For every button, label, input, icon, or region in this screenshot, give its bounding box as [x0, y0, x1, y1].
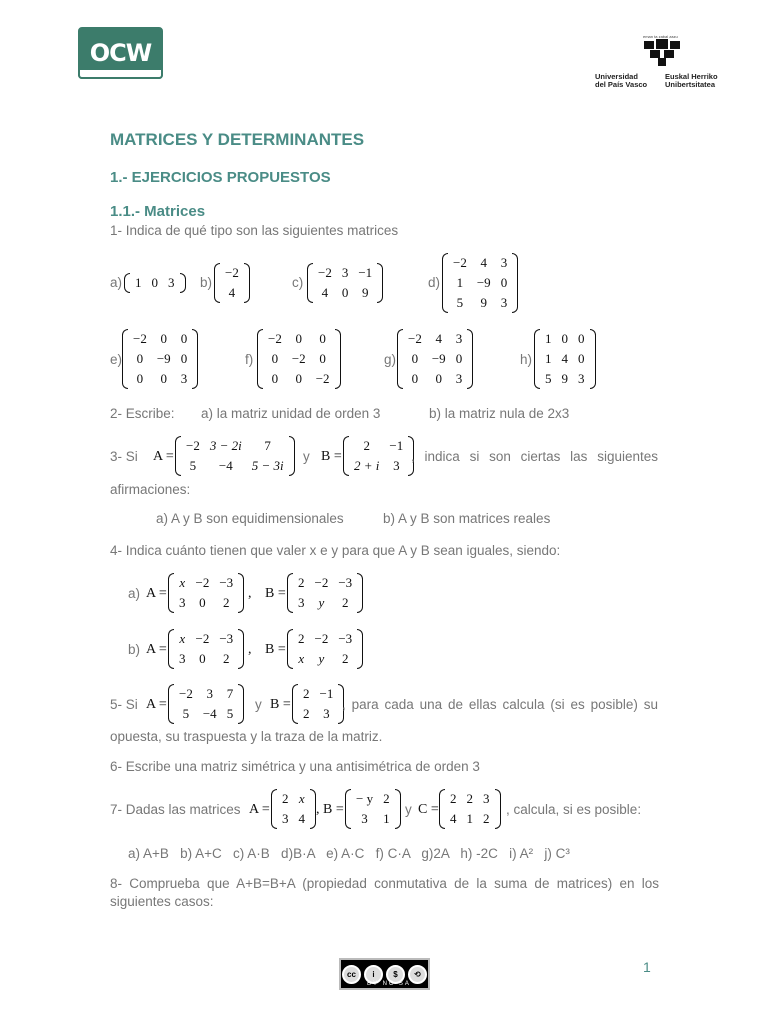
- ex4b-matrix-B: [287, 629, 363, 673]
- ex7-matrix-C: [439, 789, 501, 833]
- ex4a-matrix-A: [168, 573, 244, 617]
- matrix-brackets: [168, 629, 244, 669]
- exercise-7-rest: , calcula, si es posible:: [506, 802, 642, 817]
- ex1-label-c: c): [292, 275, 304, 290]
- matrix-cell: 1: [383, 811, 390, 826]
- matrix-cell: 1: [456, 275, 464, 290]
- matrix-cell: x: [179, 631, 186, 646]
- exercise-5-line2: opuesta, su traspuesta y la traza de la matriz.: [110, 729, 383, 744]
- ex4b-comma: ,: [248, 642, 252, 657]
- matrix-brackets: [124, 273, 186, 293]
- matrix-cell: −2: [195, 575, 210, 590]
- matrix-cell: 0: [136, 371, 144, 386]
- matrix-cell: 0: [435, 371, 443, 386]
- university-seal-icon: [640, 35, 684, 67]
- ex1-matrix-b: [214, 263, 250, 307]
- exercise-7-intro: 7- Dadas las matrices: [110, 802, 241, 817]
- matrix-cell: 0: [411, 351, 419, 366]
- ex1-matrix-c: [307, 263, 383, 307]
- university-motto: eman ta zabal zazu: [643, 34, 678, 39]
- matrix-brackets: [534, 329, 596, 389]
- ex3-B-label: B =: [321, 449, 342, 464]
- matrix-cell: −3: [338, 575, 353, 590]
- matrix-cell: 2: [303, 686, 310, 701]
- ex1-label-g: g): [384, 352, 397, 367]
- matrix-cell: 0: [578, 331, 585, 346]
- matrix-cell: 3: [179, 595, 186, 610]
- university-logo: [595, 33, 730, 91]
- exercise-1-text: 1- Indica de qué tipo son las siguientes matrices: [110, 223, 399, 238]
- exercise-3-intro: 3- Si: [110, 449, 138, 464]
- matrix-cell: 0: [455, 351, 463, 366]
- ex4-label-b: b): [128, 642, 141, 657]
- matrix-cell: −2: [186, 438, 200, 453]
- matrix-cell: −2: [133, 331, 147, 346]
- matrix-cell: 3: [483, 791, 490, 806]
- ex1-matrix-f: [257, 329, 341, 393]
- matrix-brackets: [439, 789, 501, 829]
- matrix-cell: x: [298, 651, 305, 666]
- matrix-cell: 0: [271, 351, 279, 366]
- section-heading: 1.- EJERCICIOS PROPUESTOS: [110, 169, 331, 186]
- matrix-cell: 0: [341, 285, 349, 300]
- page-title: MATRICES Y DETERMINANTES: [110, 130, 365, 149]
- matrix-cell: 0: [199, 651, 206, 666]
- matrix-cell: 7: [226, 686, 234, 701]
- matrix-cell: − y: [356, 791, 374, 806]
- exercise-6-text: 6- Escribe una matriz simétrica y una antisimétrica de orden 3: [110, 759, 480, 774]
- matrix-cell: 2: [466, 791, 473, 806]
- exercise-3-a: a) A y B son equidimensionales: [156, 511, 344, 526]
- exercise-2-b: b) la matriz nula de 2x3: [429, 406, 570, 421]
- by-icon: i: [364, 965, 383, 984]
- matrix-cell: 1: [135, 275, 142, 290]
- matrix-cell: −2: [315, 371, 330, 386]
- ex1-matrix-h: [534, 329, 596, 393]
- matrix-cell: 1: [545, 331, 552, 346]
- exercise-3-rest: , indica si son ciertas las siguientes: [411, 449, 658, 464]
- matrix-cell: 4: [561, 351, 568, 366]
- matrix-cell: 0: [500, 275, 508, 290]
- ex4b-matrix-A: [168, 629, 244, 673]
- matrix-cell: 0: [578, 351, 585, 366]
- matrix-brackets: [175, 436, 295, 476]
- matrix-cell: −2: [314, 575, 329, 590]
- matrix-cell: −2: [314, 631, 329, 646]
- university-name-es: Universidad del País Vasco: [595, 72, 648, 89]
- sa-icon: ⟲: [408, 965, 427, 984]
- ex1-matrix-d: [442, 253, 518, 317]
- matrix-brackets: [343, 436, 414, 476]
- ex7-C-label: C =: [418, 802, 439, 817]
- matrix-cell: 4: [228, 285, 236, 300]
- matrix-cell: −2: [408, 331, 422, 346]
- exercise-3-b: b) A y B son matrices reales: [383, 511, 551, 526]
- exercise-5-rest: , para cada una de ellas calcula (si es posible) su: [342, 697, 658, 712]
- matrix-cell: −4: [218, 458, 233, 473]
- exercise-4-text: 4- Indica cuánto tienen que valer x e y para que A y B sean iguales, siendo:: [110, 543, 561, 558]
- matrix-cell: 0: [561, 331, 568, 346]
- ex1-label-a: a): [110, 275, 123, 290]
- subsection-heading: 1.1.- Matrices: [110, 203, 206, 220]
- matrix-cell: x: [179, 575, 186, 590]
- matrix-cell: 3: [341, 265, 349, 280]
- matrix-cell: −2: [195, 631, 210, 646]
- matrix-cell: −2: [268, 331, 282, 346]
- matrix-cell: 4: [321, 285, 329, 300]
- matrix-brackets: [345, 789, 401, 829]
- matrix-cell: 2 + i: [354, 458, 380, 473]
- matrix-cell: 3: [393, 458, 400, 473]
- matrix-cell: 3: [298, 595, 305, 610]
- matrix-cell: −9: [431, 351, 446, 366]
- matrix-cell: 0: [199, 595, 206, 610]
- ex3-A-label: A =: [153, 449, 174, 464]
- ex7-B-label: , B =: [316, 802, 344, 817]
- matrix-cell: 0: [136, 351, 144, 366]
- matrix-cell: 0: [180, 351, 188, 366]
- exercise-3-line2: afirmaciones:: [110, 482, 191, 497]
- ex5-y: y: [255, 697, 262, 712]
- ex7-matrix-A: [271, 789, 316, 833]
- matrix-cell: −2: [225, 265, 239, 280]
- matrix-cell: 0: [271, 371, 279, 386]
- matrix-cell: −2: [179, 686, 193, 701]
- matrix-cell: 0: [411, 371, 419, 386]
- university-name-eu: Euskal Herriko Unibertsitatea: [665, 72, 718, 89]
- matrix-cell: 0: [319, 351, 326, 366]
- matrix-cell: −9: [476, 275, 491, 290]
- matrix-cell: 5 − 3i: [251, 458, 284, 473]
- cc-icon: cc: [342, 965, 361, 984]
- license-text: BY NC SA: [367, 981, 411, 987]
- ex4a-comma: ,: [248, 586, 252, 601]
- matrix-cell: −1: [358, 265, 373, 280]
- exercise-5-intro: 5- Si: [110, 697, 138, 712]
- exercise-8-line2: siguientes casos:: [110, 894, 214, 909]
- matrix-cell: 2: [342, 651, 349, 666]
- ex5-matrix-A: [168, 684, 244, 728]
- ex1-label-b: b): [200, 275, 213, 290]
- matrix-cell: 5: [456, 295, 464, 310]
- ocw-logo: OCW: [78, 27, 163, 79]
- matrix-cell: 4: [480, 255, 488, 270]
- matrix-cell: 2: [303, 706, 310, 721]
- matrix-cell: 1: [466, 811, 473, 826]
- matrix-cell: 2: [298, 631, 305, 646]
- matrix-cell: 2: [483, 811, 490, 826]
- matrix-cell: 3: [455, 331, 463, 346]
- matrix-cell: 5: [226, 706, 234, 721]
- ex7-y: y: [405, 802, 412, 817]
- matrix-brackets: [307, 263, 383, 303]
- matrix-cell: −3: [219, 575, 234, 590]
- matrix-brackets: [122, 329, 198, 389]
- exercise-2-a: a) la matriz unidad de orden 3: [201, 406, 381, 421]
- creative-commons-badge[interactable]: [339, 958, 430, 990]
- matrix-cell: 2: [223, 595, 230, 610]
- matrix-cell: 3: [323, 706, 330, 721]
- ex3-matrix-A: [175, 436, 295, 480]
- matrix-cell: 0: [319, 331, 326, 346]
- matrix-brackets: [214, 263, 250, 303]
- matrix-cell: 3: [500, 295, 508, 310]
- ex1-label-e: e): [110, 352, 123, 367]
- matrix-cell: 0: [295, 371, 303, 386]
- matrix-cell: 4: [450, 811, 457, 826]
- matrix-cell: 4: [435, 331, 443, 346]
- matrix-cell: 4: [298, 811, 305, 826]
- matrix-cell: 3: [179, 651, 186, 666]
- exercise-8-line1: 8- Comprueba que A+B=B+A (propiedad conmutativa de la suma de matrices) en los: [110, 876, 659, 891]
- exercise-7-items: a) A+B b) A+C c) A·B d)B·A e) A·C f) C·A g)2A h) -2C i) A² j) C³: [128, 846, 570, 861]
- matrix-cell: 9: [362, 285, 369, 300]
- matrix-cell: 9: [480, 295, 488, 310]
- matrix-brackets: [257, 329, 341, 389]
- matrix-cell: −3: [219, 631, 234, 646]
- matrix-cell: 3 − 2i: [209, 438, 242, 453]
- ex1-matrix-a: [124, 273, 186, 297]
- matrix-cell: −3: [338, 631, 353, 646]
- matrix-cell: 2: [363, 438, 370, 453]
- matrix-cell: −2: [318, 265, 332, 280]
- matrix-cell: 2: [342, 595, 349, 610]
- matrix-cell: 3: [180, 371, 188, 386]
- matrix-cell: 3: [361, 811, 368, 826]
- ex5-A-label: A =: [146, 697, 167, 712]
- matrix-cell: 2: [383, 791, 390, 806]
- matrix-brackets: [168, 573, 244, 613]
- ex1-label-f: f): [245, 352, 254, 367]
- matrix-brackets: [397, 329, 473, 389]
- ex1-matrix-g: [397, 329, 473, 393]
- ex4b-A-label: A =: [146, 642, 167, 657]
- ex5-matrix-B: [292, 684, 344, 728]
- ex1-matrix-e: [122, 329, 198, 393]
- page-number: 1: [643, 959, 651, 975]
- matrix-cell: −1: [389, 438, 404, 453]
- matrix-cell: y: [318, 651, 325, 666]
- ex3-matrix-B: [343, 436, 414, 480]
- ex1-label-h: h): [520, 352, 533, 367]
- matrix-cell: 3: [455, 371, 463, 386]
- ex4a-A-label: A =: [146, 586, 167, 601]
- matrix-brackets: [292, 684, 344, 724]
- exercise-2-text: 2- Escribe:: [110, 406, 175, 421]
- ex4-label-a: a): [128, 586, 141, 601]
- ex3-y: y: [303, 449, 310, 464]
- matrix-cell: 2: [282, 791, 289, 806]
- matrix-cell: 2: [223, 651, 230, 666]
- matrix-cell: −4: [202, 706, 217, 721]
- matrix-brackets: [287, 573, 363, 613]
- matrix-cell: 2: [298, 575, 305, 590]
- matrix-cell: 0: [180, 331, 188, 346]
- matrix-cell: 0: [160, 371, 168, 386]
- matrix-cell: 0: [160, 331, 168, 346]
- matrix-brackets: [442, 253, 518, 313]
- matrix-cell: −2: [291, 351, 306, 366]
- matrix-cell: 0: [151, 275, 158, 290]
- ex5-B-label: B =: [270, 697, 291, 712]
- matrix-cell: 1: [545, 351, 552, 366]
- matrix-cell: y: [318, 595, 325, 610]
- matrix-cell: 2: [450, 791, 457, 806]
- matrix-cell: 3: [282, 811, 289, 826]
- matrix-cell: 3: [578, 371, 585, 386]
- matrix-cell: 3: [168, 275, 175, 290]
- ex4a-B-label: B =: [265, 586, 286, 601]
- matrix-cell: 3: [206, 686, 214, 701]
- nc-icon: $: [386, 965, 405, 984]
- ex1-label-d: d): [428, 275, 441, 290]
- ex4b-B-label: B =: [265, 642, 286, 657]
- ex7-A-label: A =: [249, 802, 270, 817]
- matrix-brackets: [168, 684, 244, 724]
- matrix-cell: 9: [561, 371, 568, 386]
- matrix-cell: 0: [295, 331, 303, 346]
- matrix-brackets: [287, 629, 363, 669]
- matrix-cell: −1: [319, 686, 334, 701]
- matrix-cell: x: [298, 791, 305, 806]
- matrix-cell: −9: [156, 351, 171, 366]
- matrix-cell: 5: [182, 706, 190, 721]
- matrix-cell: 5: [545, 371, 552, 386]
- ex7-matrix-B: [345, 789, 401, 833]
- matrix-cell: 3: [500, 255, 508, 270]
- matrix-cell: −2: [453, 255, 467, 270]
- matrix-brackets: [271, 789, 316, 829]
- ex4a-matrix-B: [287, 573, 363, 617]
- matrix-cell: 7: [264, 438, 271, 453]
- matrix-cell: 5: [189, 458, 197, 473]
